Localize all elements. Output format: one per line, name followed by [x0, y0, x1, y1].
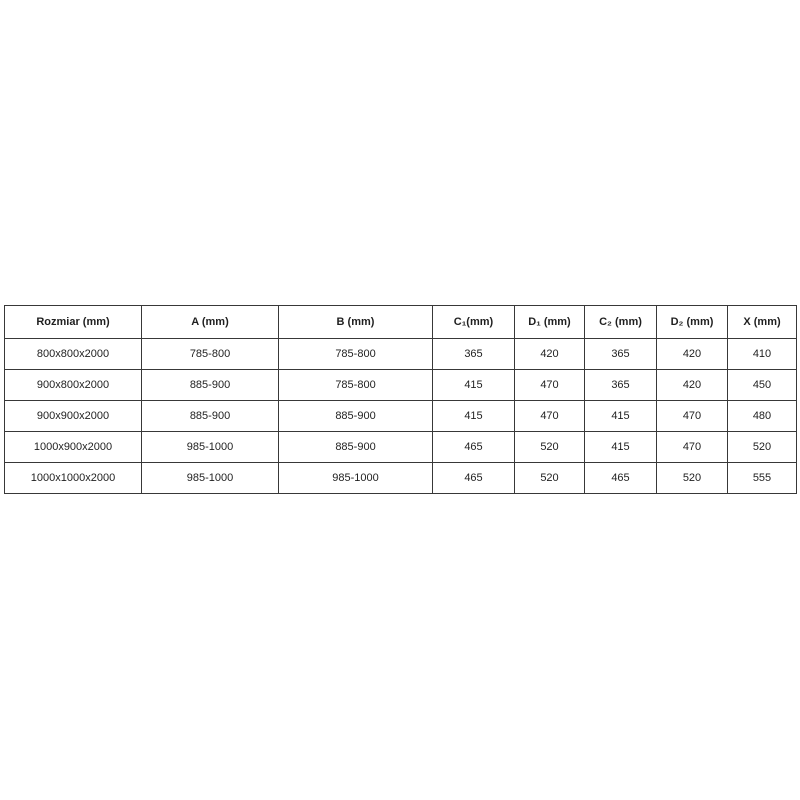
cell-size: 800x800x2000 — [5, 339, 142, 370]
cell-a: 985-1000 — [142, 463, 279, 494]
cell-x: 555 — [728, 463, 797, 494]
cell-c1: 365 — [433, 339, 515, 370]
table-row — [5, 339, 797, 370]
cell-b: 985-1000 — [279, 463, 433, 494]
column-header-b: B (mm) — [279, 306, 433, 339]
column-header-c2: C₂ (mm) — [585, 306, 657, 339]
cell-c2: 365 — [585, 370, 657, 401]
cell-b: 885-900 — [279, 401, 433, 432]
cell-a: 985-1000 — [142, 432, 279, 463]
column-header-c1: C₁(mm) — [433, 306, 515, 339]
cell-c1: 415 — [433, 370, 515, 401]
cell-size: 900x800x2000 — [5, 370, 142, 401]
column-header-d2: D₂ (mm) — [657, 306, 728, 339]
cell-c1: 465 — [433, 432, 515, 463]
cell-size: 900x900x2000 — [5, 401, 142, 432]
cell-d2: 420 — [657, 370, 728, 401]
cell-d1: 520 — [515, 432, 585, 463]
cell-d1: 520 — [515, 463, 585, 494]
cell-b: 785-800 — [279, 339, 433, 370]
cell-d2: 470 — [657, 432, 728, 463]
cell-c2: 415 — [585, 401, 657, 432]
cell-d1: 470 — [515, 401, 585, 432]
cell-b: 785-800 — [279, 370, 433, 401]
cell-d1: 470 — [515, 370, 585, 401]
column-header-x: X (mm) — [728, 306, 797, 339]
cell-d2: 420 — [657, 339, 728, 370]
table-row — [5, 401, 797, 432]
cell-x: 410 — [728, 339, 797, 370]
cell-d2: 520 — [657, 463, 728, 494]
cell-a: 885-900 — [142, 401, 279, 432]
table-row — [5, 432, 797, 463]
cell-c1: 465 — [433, 463, 515, 494]
table-header-row — [5, 306, 797, 339]
column-header-d1: D₁ (mm) — [515, 306, 585, 339]
cell-c2: 365 — [585, 339, 657, 370]
cell-a: 885-900 — [142, 370, 279, 401]
cell-size: 1000x900x2000 — [5, 432, 142, 463]
cell-x: 480 — [728, 401, 797, 432]
cell-x: 450 — [728, 370, 797, 401]
spec-table — [4, 305, 797, 494]
cell-d1: 420 — [515, 339, 585, 370]
cell-d2: 470 — [657, 401, 728, 432]
column-header-rozmiar: Rozmiar (mm) — [5, 306, 142, 339]
cell-b: 885-900 — [279, 432, 433, 463]
table-row — [5, 463, 797, 494]
cell-c2: 415 — [585, 432, 657, 463]
table-row — [5, 370, 797, 401]
cell-c1: 415 — [433, 401, 515, 432]
cell-x: 520 — [728, 432, 797, 463]
cell-a: 785-800 — [142, 339, 279, 370]
column-header-a: A (mm) — [142, 306, 279, 339]
cell-c2: 465 — [585, 463, 657, 494]
cell-size: 1000x1000x2000 — [5, 463, 142, 494]
